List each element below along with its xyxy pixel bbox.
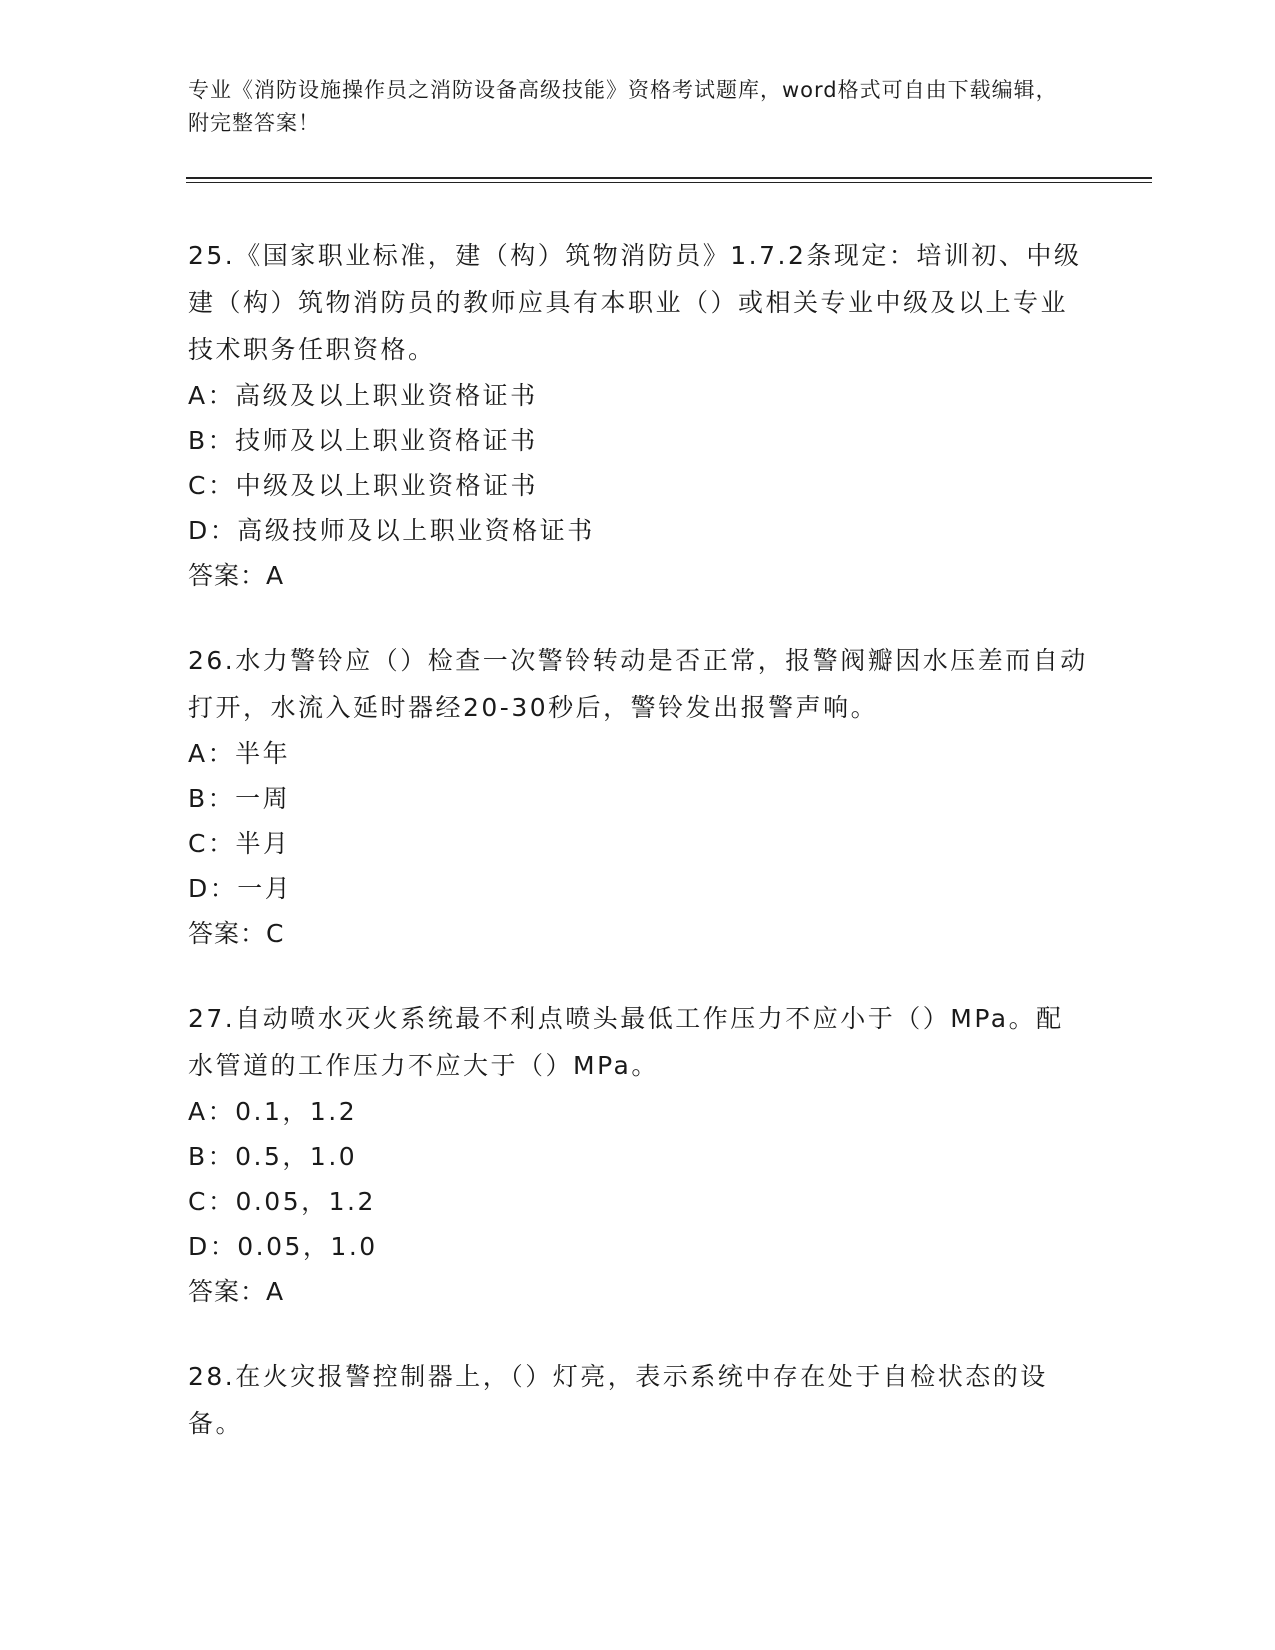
option-d: D：一月 — [188, 874, 293, 903]
question-28 — [188, 1353, 1088, 1447]
question-27 — [188, 995, 1088, 1315]
option-b: B：技师及以上职业资格证书 — [188, 426, 538, 455]
option-b: B：0.5，1.0 — [188, 1142, 358, 1171]
option-a: A：高级及以上职业资格证书 — [188, 381, 538, 410]
answer: 答案：A — [188, 561, 285, 590]
option-a: A：0.1，1.2 — [188, 1097, 358, 1126]
question-text: 28.在火灾报警控制器上，（）灯亮，表示系统中存在处于自检状态的设备。 — [188, 1362, 1048, 1438]
question-26 — [188, 637, 1088, 957]
question-text: 26.水力警铃应（）检查一次警铃转动是否正常，报警阀瓣因水压差而自动打开，水流入延时器经20-30秒后，警铃发出报警声响。 — [188, 646, 1088, 722]
option-b: B：一周 — [188, 784, 291, 813]
answer: 答案：A — [188, 1277, 285, 1306]
document-header: 专业《消防设施操作员之消防设备高级技能》资格考试题库，word格式可自由下载编辑，附完整答案！ — [188, 78, 1058, 135]
option-c: C：半月 — [188, 829, 291, 858]
question-list — [188, 232, 1088, 1485]
header-rule-thick — [186, 177, 1152, 179]
question-text: 27.自动喷水灭火系统最不利点喷头最低工作压力不应小于（）MPa。配水管道的工作压力不应大于（）MPa。 — [188, 1004, 1064, 1080]
answer: 答案：C — [188, 919, 285, 948]
question-text: 25.《国家职业标准，建（构）筑物消防员》1.7.2条现定：培训初、中级建（构）筑物消防员的教师应具有本职业（）或相关专业中级及以上专业技术职务任职资格。 — [188, 241, 1082, 364]
header-rule-thin — [186, 182, 1152, 183]
option-d: D：0.05，1.0 — [188, 1232, 378, 1261]
option-c: C：0.05，1.2 — [188, 1187, 376, 1216]
option-c: C：中级及以上职业资格证书 — [188, 471, 538, 500]
question-25 — [188, 232, 1088, 599]
option-d: D：高级技师及以上职业资格证书 — [188, 516, 595, 545]
option-a: A：半年 — [188, 739, 291, 768]
